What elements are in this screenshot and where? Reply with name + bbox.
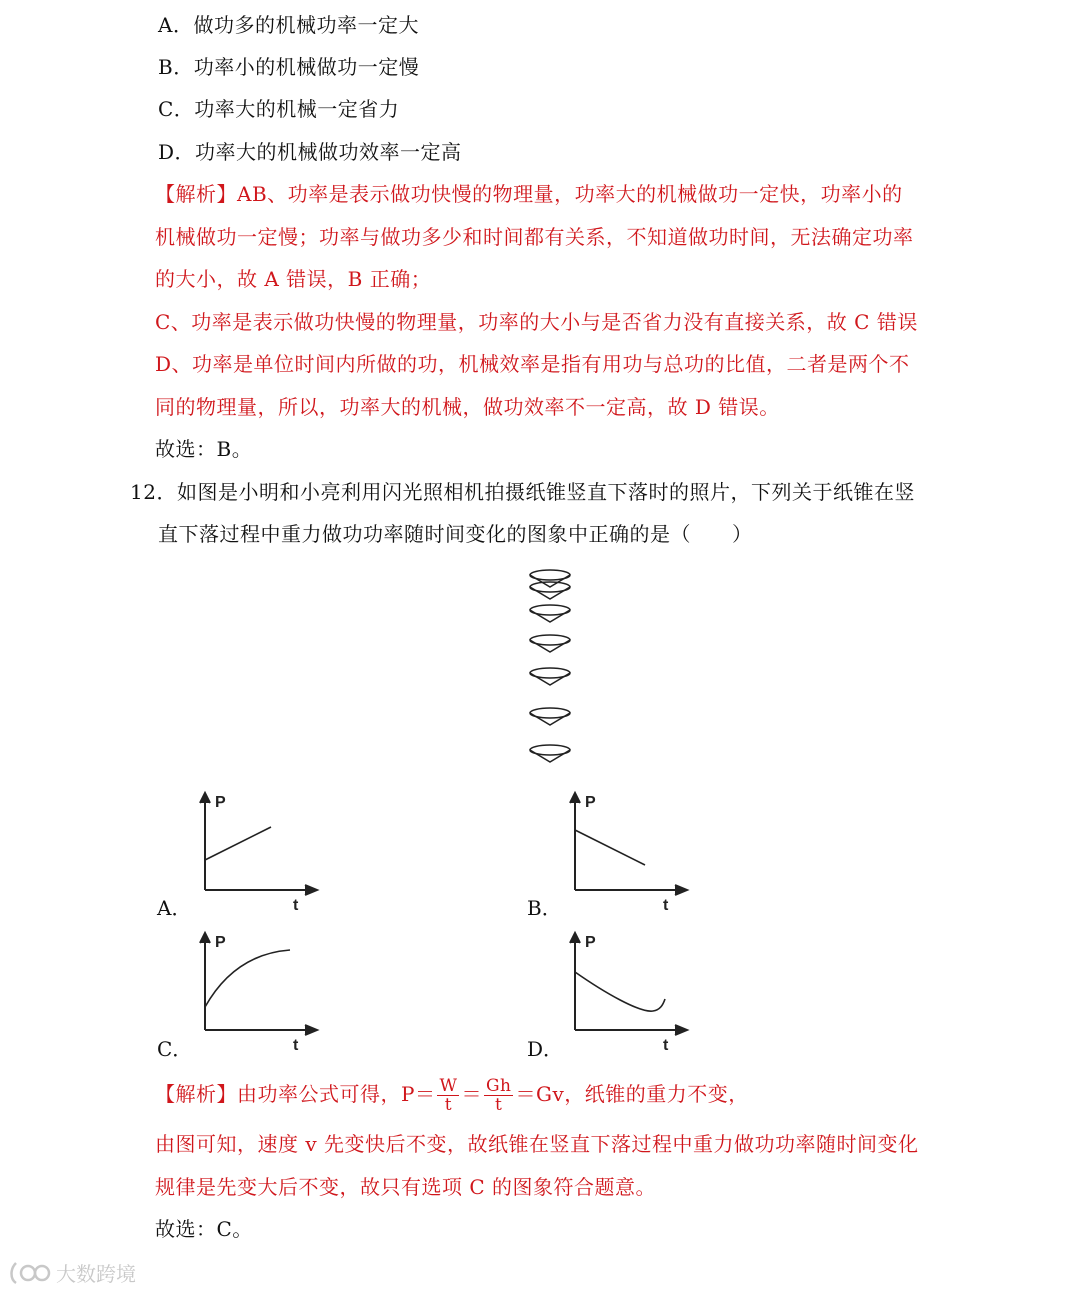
option-b: B．功率小的机械做功一定慢 <box>158 55 420 79</box>
graph-b-y-label: P <box>585 794 596 811</box>
fraction-1-numerator: W <box>439 1076 458 1096</box>
fraction-1-denominator: t <box>444 1095 453 1115</box>
cone-7 <box>530 745 570 762</box>
graph-d-x-label: t <box>663 1037 669 1054</box>
cone-3 <box>530 605 570 622</box>
cone-2 <box>530 582 570 599</box>
graph-a-line <box>205 827 271 860</box>
answer-1: 故选：B。 <box>155 437 253 461</box>
graph-a <box>195 785 330 915</box>
analysis2-line-2: 由图可知，速度 v 先变快后不变，故纸锥在竖直下落过程中重力做功功率随时间变化 <box>155 1132 919 1156</box>
fraction-2-denominator: t <box>495 1095 503 1115</box>
answer-2: 故选：C。 <box>155 1217 253 1241</box>
fraction-gh-over-t <box>484 1077 514 1114</box>
graph-d-curve <box>575 972 665 1011</box>
graph-b <box>565 785 700 915</box>
analysis2-prefix: 【解析】由功率公式可得，P＝ <box>155 1082 436 1106</box>
fraction-w-over-t <box>437 1077 459 1114</box>
analysis-line-2: 机械做功一定慢；功率与做功多少和时间都有关系，不知道做功时间，无法确定功率 <box>155 225 914 249</box>
analysis2-suffix: ＝Gv，纸锥的重力不变， <box>515 1082 749 1106</box>
graph-c-label: C． <box>157 1037 193 1061</box>
graph-d-y-label: P <box>585 934 596 951</box>
option-c: C．功率大的机械一定省力 <box>158 97 400 121</box>
paper-cone-figure <box>520 565 580 770</box>
option-d: D．功率大的机械做功效率一定高 <box>158 140 462 164</box>
graph-d <box>565 925 700 1055</box>
analysis-line-4: C、功率是表示做功快慢的物理量，功率的大小与是否省力没有直接关系，故 C 错误 <box>155 310 918 334</box>
graph-c-y-label: P <box>215 934 226 951</box>
analysis-line-1: 【解析】AB、功率是表示做功快慢的物理量，功率大的机械做功一定快，功率小的 <box>155 182 903 206</box>
graph-c-x-label: t <box>293 1037 299 1054</box>
graph-b-line <box>575 830 645 865</box>
analysis2-line-1 <box>155 1072 749 1116</box>
graph-b-label: B． <box>527 896 562 920</box>
analysis2-equals: ＝ <box>461 1082 482 1106</box>
watermark <box>8 1258 136 1287</box>
analysis-line-5: D、功率是单位时间内所做的功，机械效率是指有用功与总功的比值，二者是两个不 <box>155 352 910 376</box>
cone-5 <box>530 668 570 685</box>
analysis-line-3: 的大小，故 A 错误，B 正确； <box>155 267 432 291</box>
cone-1 <box>530 570 570 587</box>
analysis2-line-3: 规律是先变大后不变，故只有选项 C 的图象符合题意。 <box>155 1175 657 1199</box>
fraction-2-numerator: Gh <box>485 1076 512 1096</box>
graph-a-label: A． <box>157 896 192 920</box>
graph-a-x-label: t <box>293 897 299 914</box>
graph-b-x-label: t <box>663 897 669 914</box>
cone-6 <box>530 708 570 725</box>
analysis-line-6: 同的物理量，所以，功率大的机械，做功效率不一定高，故 D 错误。 <box>155 395 780 419</box>
graph-d-label: D． <box>527 1037 564 1061</box>
option-a: A．做功多的机械功率一定大 <box>158 13 419 37</box>
question-12-line-1: 12．如图是小明和小亮利用闪光照相机拍摄纸锥竖直下落时的照片，下列关于纸锥在竖 <box>130 480 915 504</box>
watermark-text: 大数跨境 <box>56 1262 136 1286</box>
watermark-logo-icon <box>8 1259 52 1287</box>
graph-a-y-label: P <box>215 794 226 811</box>
question-12-line-2: 直下落过程中重力做功功率随时间变化的图象中正确的是（ ） <box>158 522 753 546</box>
cone-4 <box>530 635 570 652</box>
graph-c <box>195 925 330 1055</box>
graph-c-curve <box>205 950 290 1007</box>
